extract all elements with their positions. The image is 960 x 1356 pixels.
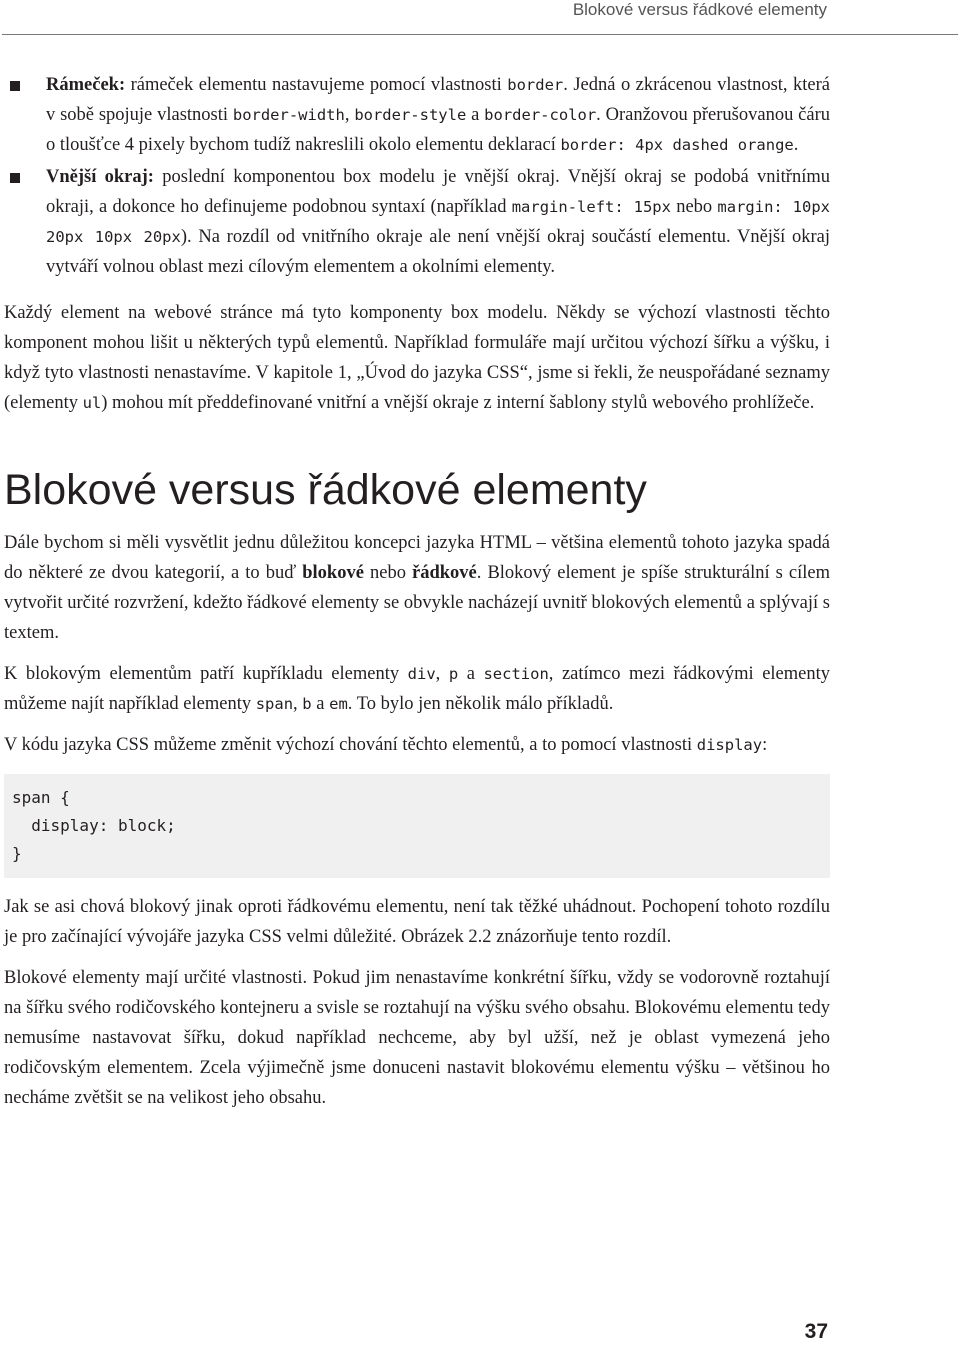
bullet-item-border — [4, 70, 830, 160]
paragraph-block-properties: Blokové elementy mají určité vlastnosti. Pokud jim nenastavíme konkrétní šířku, vždy se vodorovně roztahují na šířku svého rodičovského kontejneru a svisle se roztahují na výšku svého obsahu. Blokovému elementu tedy nemusíme nastavovat šířku, dokud například nechceme, aby byl užší, než je oblast vymezená jeho rodičovským elementem. Zcela výjimečně jsme donuceni nastavit blokovému elementu výšku – většinou ho necháme zvětšit se na velikost jeho obsahu. — [4, 968, 830, 1108]
inline-code: border — [507, 76, 564, 94]
code-block: span { display: block; } — [4, 774, 830, 878]
text-run: nebo — [363, 563, 413, 583]
text-run: . — [793, 135, 799, 155]
text-run: Dále bychom si měli vysvětlit jednu důležitou koncepci jazyka HTML – většina elementů tohoto jazyka spadá do některé ze dvou kategorií, a to buď — [4, 533, 830, 583]
inline-code: border-style — [354, 106, 467, 124]
inline-code: margin-left: 15px — [511, 198, 671, 216]
inline-code: border-width — [232, 106, 345, 124]
paragraph-examples — [4, 659, 830, 719]
text-run: Každý element na webové stránce má tyto komponenty box modelu. Někdy se výchozí vlastnosti těchto komponent mohou lišit u některých typů elementů. Například formuláře mají určitou výchozí šířku a výšku, i když tyto vlastnosti nenastavíme. V kapitole 1, „Úvod do jazyka CSS“, jsme si řekli, že neuspořádané seznamy (elementy — [4, 303, 830, 413]
header-rule — [2, 34, 958, 35]
inline-code: div — [407, 665, 436, 683]
text-run: , zatímco mezi řádkovými elementy můžeme najít například elementy — [4, 664, 831, 714]
bold-term: blokové — [302, 563, 364, 583]
text-run: , — [344, 105, 355, 125]
text-run: ) mohou mít předdefinované vnitřní a vnější okraje z interní šablony stylů webového prohlížeče. — [101, 393, 815, 413]
bullet-item-margin — [4, 162, 830, 282]
bullet-term: Rámeček: — [46, 75, 126, 95]
inline-code: margin: 10px 20px 10px 20px — [46, 198, 830, 246]
bullet-term: Vnější okraj: — [46, 167, 154, 187]
text-run: nebo — [670, 197, 718, 217]
text-run: ). Na rozdíl od vnitřního okraje ale není vnější okraj součástí elementu. Vnější okraj vytváří volnou oblast mezi cílovým elementem a okolními elementy. — [46, 227, 830, 277]
inline-code: p — [448, 665, 459, 683]
text-run: , — [293, 694, 303, 714]
running-header: Blokové versus řádkové elementy — [572, 0, 827, 19]
text-run: a — [466, 105, 485, 125]
text-run: a — [458, 664, 484, 684]
inline-code: section — [483, 665, 549, 683]
inline-code: display — [696, 736, 763, 754]
text-run: . Blokový element je spíše strukturální s cílem vytvořit určité rozvržení, kdežto řádkové elementy se obvykle nacházejí uvnitř blokových elementů a splývají s textem. — [4, 563, 830, 643]
text-run: . Jedná o zkrácenou vlastnost, která v sobě spojuje vlastnosti — [46, 75, 830, 125]
paragraph-display — [4, 730, 830, 760]
inline-code: em — [329, 695, 348, 713]
text-run: K blokovým elementům patří kupříkladu elementy — [4, 664, 408, 684]
inline-code: b — [302, 695, 312, 713]
text-run: , — [435, 664, 449, 684]
section-title: Blokové versus řádkové elementy — [4, 466, 647, 514]
paragraph-intro — [4, 528, 830, 648]
text-run: rámeček elementu nastavujeme pomocí vlastnosti — [125, 75, 508, 95]
inline-code: span — [255, 695, 294, 713]
page-number: 37 — [804, 1320, 828, 1343]
inline-code: ul — [82, 394, 102, 412]
text-run: : — [762, 735, 768, 755]
square-bullet-icon — [10, 173, 20, 183]
bold-term: řádkové — [412, 563, 477, 583]
paragraph-box-model — [4, 298, 830, 418]
page-content — [4, 70, 830, 1124]
inline-code: border-color — [484, 106, 597, 124]
text-run: . Oranžovou přerušovanou čáru o tloušťce 4 pixely bychom tudíž nakreslili okolo elementu deklarací — [46, 105, 830, 155]
paragraph-difference: Jak se asi chová blokový jinak oproti řádkovému elementu, není tak těžké uhádnout. Pochopení tohoto rozdílu je pro začínající vývojáře jazyka CSS velmi důležité. Obrázek 2.2 znázorňuje tento rozdíl. — [4, 897, 830, 947]
inline-code: border: 4px dashed orange — [560, 136, 794, 154]
bullet-list — [4, 70, 830, 282]
text-run: poslední komponentou box modelu je vnější okraj. Vnější okraj se podobá vnitřnímu okraji, a dokonce ho definujeme podobnou syntaxí (například — [46, 167, 830, 217]
text-run: . To bylo jen několik málo příkladů. — [347, 694, 614, 714]
square-bullet-icon — [10, 81, 20, 91]
text-run: V kódu jazyka CSS můžeme změnit výchozí chování těchto elementů, a to pomocí vlastnosti — [4, 735, 697, 755]
text-run: a — [311, 694, 330, 714]
